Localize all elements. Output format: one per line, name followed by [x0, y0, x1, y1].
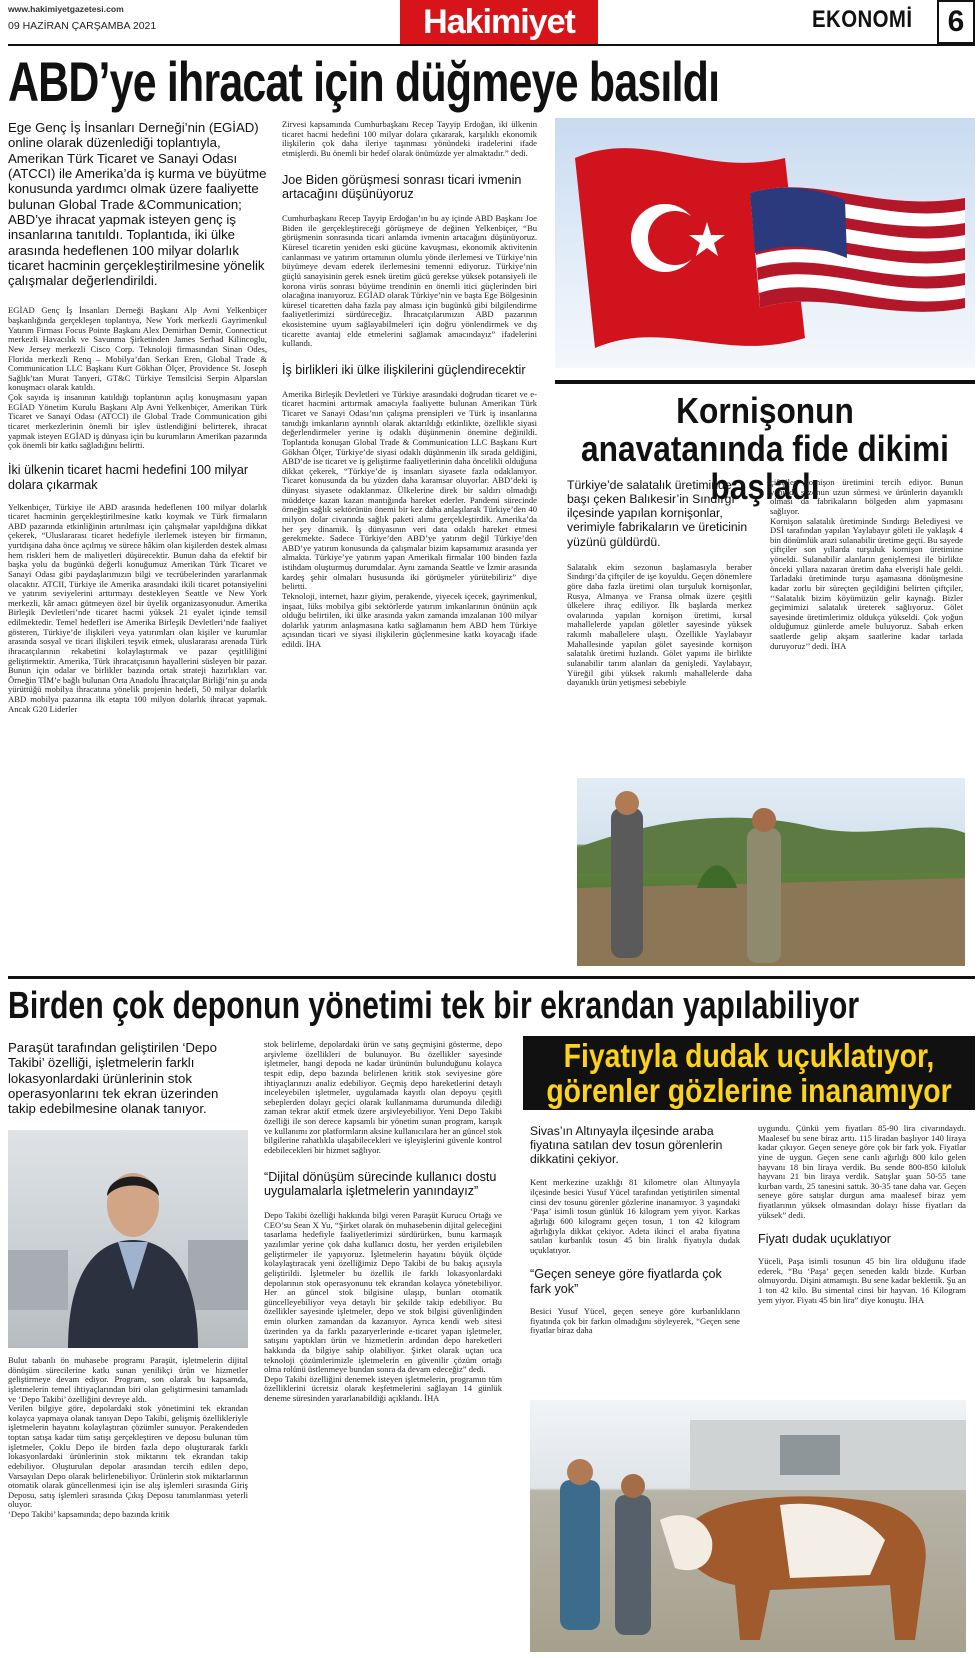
article1-headline: ABD’ye ihracat için düğmeye basıldı — [8, 50, 720, 113]
article2-para: Kornişon salatalık üretiminde Sındırgı Belediyesi ve DSİ tarafından yapılan Yaylabayır göleti ile yaklaşık 4 bin dönümlük arazi sulanabilir üretime geçti. Bu sayede çiftçiler son yıllarda turşuluk kornişon üretimine yöneldi. Sulanabilir alanların genişlemesi ile birlikte önceki yıllara nazaran üretim daha elverişli hale geldi. Tarladaki üretiminde turşu aşamasına dönüşmesine kadar zorlu bir süreçten geçildiğini belirten çiftçiler, ‘‘Salatalık bizim köyümüzün gelir kaynağı. Bizler geçimimizi salatalık üreterek sağlıyoruz. Gölet sayesinde üretimlerimiz oldukça yükseldi. Çok yoğun olduğumuz günlerde amele buluyoruz. Sabah erken saatlerde gelip akşam saatlerine kadar tarlada duruyoruz’’ dedi. İHA — [770, 515, 963, 651]
article3-lead: Paraşüt tarafından geliştirilen ‘Depo Takibi’ özelliği, işletmelerin farklı lokasyonlardaki ürünlerinin stok operasyonlarını tek ekran üzerinden takip edebilmesine olanak tanıyor. — [8, 1040, 219, 1117]
issue-date: 09 HAZİRAN ÇARŞAMBA 2021 — [8, 20, 157, 32]
article1-para: Zirvesi kapsamında Cumhurbaşkanı Recep Tayyip Erdoğan, iki ülkenin ticaret hacmi hedefini 100 milyar dolara çıkararak, karşılıklı ekonomik ilişkilerin çok daha ileriye taşınması yönündeki iradelerini ifade etmişlerdi. Bu önemli bir hedef olarak önümüzde yer almaktadır.” dedi. — [282, 120, 537, 158]
article1-para: EGİAD Genç İş İnsanları Derneği Başkanı Alp Avni Yelkenbiçer başkanlığında gerçekleşen toplantıya, New York merkezli Gayrimenkul Yatırım Firması Focus Pointe Başkanı Alex Demirhan Demir, Connecticut merkezli Havacılık ve Savunma Şirketinden James Serhad Kilincoglu, New Jersey merkezli Cisco Corp. Teknoloji firmasından Sinan Odes, Florida merkezli Renq – Mobilya’dan Serkan Eren, Global Trade & Communication LLC Başkanı Kurt Gökhan Ölçer, Providence St. Joseph Sağlık’tan Murat Tanyeri, GT&C Türkiye Temsilcisi Serpin Alparslan konuşmacı olarak katıldı. — [8, 305, 267, 393]
farmers-field-photo — [577, 778, 965, 966]
article1-para: Çok sayıda iş insanının katıldığı toplantının açılış konuşmasını yapan EGİAD Yönetim Kurulu Başkanı Alp Avni Yelkenbiçer, Amerikan Türk Ticaret ve Sanayi Odası (ATCCI) ile Global Trade Communication gibi ticaret merkezlerinin önemli bir işlev üstlendiğini belirterek, ihracat yapmak isteyen EGİAD iş dünyası için bu kurumların Amerikan pazarında çok önemli bir katkı sağladığını belirtti. — [8, 392, 267, 451]
article1-para: Amerika Birleşik Devletleri ve Türkiye arasındaki doğrudan ticaret ve e-ticaret hacmini arttırmak amacıyla faaliyette bulunan Amerikan Türk Ticaret ve Sanayi Odası’nın çalışma prensipleri ve Türk iş insanlarına tanıdığı imkanların aynntılı olarak aktarıldığı etkinlikte, özellikle siyasi değerlendirmeler yerine iş odaklı düşünmenin önemine değinildi. Toplantıda konuşan Global Trade & Communication LLC Başkanı Kurt Gökhan Ölçer, Türkiye’de siyasi odaklı düşünmenin ilk sırada geldiğini, ABD’de ise ticaret ve iş geliştirme faaliyetlerinin daha öncelikli olduğuna dikkat çekerek, “Türkiye’de iş insanları siyasete fazla odaklanıyor. Ticaret konusunda da bu yüzden daha karamsar oluyorlar. ABD’deki iş dünyası siyasete odaklanmaz. Ülkelerine direk bir saldırı olmadığı müddetçe kazan kazan mantığında hareket ederler. Pandemi sürecinde örneğin sağlık sektörünün önemi bir kez daha anlaşılarak Türkiye’den 40 milyon dolar civarında sağlık paketi alımı gerçekleştirdik. Amerika’da her şey dinamik. İş dünyasının veri data odaklı hareket etmesi gerekmekte. Sadece Türkiye’den ABD’ye yatırım değil Türkiye’den ABD’ye yatırım konusunda da çalışmalar bizim kapsamımız arasında yer almakta. Türkiye’ye yatırım yapan Amerikalı firmalar 100 binden fazla istihdam oluşturmuş durumdalar. Aynı zamanda Seattle ve İzmir arasında kardeş şehir olmaları hususunda iki görüşmeler yürütebiliriz” diye belirtti. — [282, 388, 537, 592]
article3-para: stok belirleme, depolardaki ürün ve satış geçmişini gösterme, depo arşivleme özellikleri de bulunuyor. Bu özellikler sayesinde işletmeler, hangi depoda ne kadar ürününün bulunduğunu kolayca tespit edip, depo bazında belirlenen kritik stok seviyesine göre ihtiyaçlarınızı analiz edebiliyor. Geçmiş depo hareketlerini detaylı inceleyebilen işletmeler, uygulamada kayıtlı olan depoyu çeşitli sebeplerden dolayı geçici olarak kullanmama durumunda dilediği zaman tekrar aktif etmek üzere arşivleyebiliyor. Yeni Depo Takibi özelliği ile son derece kapsamlı bir yönetim sunan program, karışık ve kullanımı zor platformların aksine kullanıcılara her an güncel stok bilgilerine rahatlıkla ulaşabilecekleri ve işleyişlerini güvenle kontrol edebilecekleri bir hizmet sağlıyor. — [264, 1040, 502, 1155]
masthead-logo[interactable] — [400, 0, 598, 44]
farmer-figure — [747, 828, 781, 963]
page-number: 6 — [947, 5, 965, 38]
farmer-figure — [611, 808, 643, 958]
article4-lead: Sivas’ın Altınyayla ilçesinde araba fiyatına satılan dev tosun görenlerin dikkatini çekiyor. — [530, 1124, 723, 1167]
article3-para: Depo Takibi özelliğini denemek isteyen işletmelerin, programın tüm özelliklerini ücretsiz olarak keşfetmelerini sağlayan 14 günlük deneme süresinden yararlanabildiği açıklandı. İHA — [264, 1373, 502, 1404]
section-rule — [8, 976, 975, 979]
article2-col2 — [770, 478, 963, 798]
site-url[interactable]: www.hakimiyetgazetesi.com — [8, 4, 124, 14]
article1-para: Cumhurbaşkanı Recep Tayyip Erdoğan’ın bu ay içinde ABD Başkanı Joe Biden ile gerçekleştireceği görüşmeye de değinen Yelkenbiçer, “Bu görüşmenin sonrasında ticari anlamda ivmenin artacağını düşünüyoruz. Küresel ticaretin yeniden eski gücüne kavuşması, ekonomik aktivitenin canlanması ve yatırım ortamının olumlu yönde ilerlemesi ve Türkiye’nin büyümeye devam ederek ilerlemesini temenni ediyoruz. Türkiye’nin güçlü sanayisinin gerek esnek üretim gücü gerekse yüksek potansiyeli ile korona virüs sonrası büyüme trendinin en önemli itici güçlerinden biri olacağına inanıyoruz. EGİAD olarak Türkiye’nin ve başta Ege Bölgesinin küresel ticaretten daha fazla pay alması için bugünkü gibi bilgilendirme faaliyetlerimizi sürdüreceğiz. İhracatçılarımızın ABD pazarının ekosistemine uyum sağlayabilmeleri için doğru yönlendirmek ve dış ticarette avantaj elde etmelerini sağlamak amacındayız” ifadelerini kullandı. — [282, 213, 537, 349]
article4-subhead: “Geçen seneye göre fiyatlarda çok fark yok” — [530, 1267, 722, 1297]
article1-col1 — [8, 120, 267, 970]
article4-col2 — [758, 1124, 966, 1394]
article1-lead: Ege Genç İş İnsanları Derneği’nin (EGİAD) online olarak düzenlediği toplantıyla, Amerikan Türk Ticaret ve Sanayi Odası (ATCCI) ile Amerika’da iş kurma ve büyütme konusunda yardımcı olmak üzere faaliyette bulunan Global Trade &Communication; ABD’ye ihracat yapmak isteyen genç iş insanlarına tanıtıldı. Toplantıda, iki ülke arasında hedeflenen 100 milyar dolarlık ticaret hacminin gerçekleştirilmesine yönelik çalışmalar değerlendirildi. — [8, 120, 267, 289]
page-number-box — [937, 0, 975, 44]
farmer-figure — [615, 1495, 651, 1635]
section-label: EKONOMİ — [812, 6, 913, 33]
logo-text: Hakimiyet — [423, 3, 575, 41]
article3-headline: Birden çok deponun yönetimi tek bir ekrandan yapılabiliyor — [8, 985, 860, 1027]
article4-headline: Fiyatıyla dudak uçuklatıyor, görenler gözlerine inanamıyor — [546, 1037, 952, 1109]
header-rule — [8, 44, 975, 46]
article1-col2 — [282, 120, 537, 970]
flags-photo — [555, 118, 975, 368]
article2-lead: Türkiye’de salatalık üretiminde başı çeken Balıkesir’in Sındırgı ilçesinde yapılan kornişonlar, verimiyle fabrikaların ve üreticinin yüzünü güldürdü. — [567, 478, 748, 549]
article2-para: Salatalık ekim sezonun başlamasıyla beraber Sındırgı’da çiftçiler de işe koyuldu. Geçen dönemlere göre daha fazla üretimi olan turşuluk kornişonlar, Rusya, Almanya ve Fransa olmak üzere çeşitli ülkelere ihraç ediliyor. İlk başlarda merkez ovalarında yapılan kornişon üretimi, kırsal mahallelerde yapılan göletler sayesinde yüksek rakımlı mahallelere ulaştı. Özellikle Yaylabayır Mahallesinde yapılan gölet sayesinde kornişon salatalık üretimi hızlandı. Gölet yapımı ile birlikte sulanabilir tarım alanları da genişledi. Yaylabayır, Yüreğil gibi yüksek rakımlı mahallelerde daha dayanıklı ürün yetişmesi sebebiyle — [567, 561, 752, 688]
article2-headline: Kornişonun anavatanında fide dikimi başladı — [581, 390, 949, 507]
article2-para: çiftçiler kornişon üretimini tercih ediyor. Bunun yanında sezonun uzun sürmesi ve ürünlerin dayanıklı olması da fabrikaların bölgeden alım yapmasını sağlıyor. — [770, 478, 963, 516]
article3-col2 — [264, 1040, 502, 1656]
article2-col1 — [567, 478, 752, 798]
article1-subhead: İki ülkenin ticaret hacmi hedefini 100 milyar dolara çıkarmak — [8, 462, 249, 492]
article1-para: Yelkenbiçer, Türkiye ile ABD arasında hedeflenen 100 milyar dolarlık ticaret hacminin gerçekleştirilmesine katkı koymak ve Türk firmaların ABD pazarında etkinliğinin artırılması için çalışmalar yapıldığına dikkat çekerek, “Uluslararası ticaret hedefiyle ilerlemek isteyen bir firmanın, yurtdışına daha önce açılmış ve sürece hâkim olan kişilerden destek alması hem riskleri hem de maliyetleri düşürecektir. Bunun daha da efektif bir başka yolu da bugünkü değerli konuğumuz Amerikan Türk Ticaret ve Sanayi Odası gibi paydaşlarımızın bilgi ve tecrübelerinden yararlanmak olacaktır. ATCII, Türkiye ile Amerika arasındaki ikili ticaret potansiyelini ve yatırım seviyelerini arttırmayı destekleyen Seattle ve New York merkezli, kâr amacı gütmeyen özel bir üyelik organizasyonudur. Amerika Birleşik Devletleri’nde ticaret hacmi yüksek 21 eyalet içinde temsil edilmektedir. Temel hedefleri ise Amerika Birleşik Devletleri’nde faaliyet gösteren, Türkiye’de ilişkileri veya yatırımları olan kişiler ve kurumlar arasında sosyal ve ticari ilişkileri teşvik etmek, uluslararası arenada Türk ihracatçılarının rekabetini kolaylaştırmak ve pazar çeşitliliğini geliştirmektir. Amerika, Türk ihracatçısının hayallerini süsleyen bir pazar. Bunun için odalar ve birlikler bazında ortak strateji hazırlıkları var. Örneğin TİM’e bağlı bulunan Orta Anadolu İhracatçılar Birliği’nin şu anda yürüttüğü mobilya ihracatına yönelik projenin hedefi, 50 milyar dolarlık ABD mobilya pazarına ilk etapta 100 milyon dolarlık ihracat yapmak. Ancak G20 Liderler — [8, 501, 267, 714]
article1-subhead: Joe Biden görüşmesi sonrası ticari ivmenin artacağını düşünüyoruz — [282, 172, 522, 202]
article3-col1b — [8, 1356, 248, 1656]
article3-subhead: “Dijital dönüşüm sürecinde kullanıcı dostu uygulamalarla işletmelerin yanındayız” — [264, 1169, 497, 1199]
article1-subhead: İş birlikleri iki ülke ilişkilerini güçlendirecektir — [282, 362, 526, 377]
article4-para: uygundu. Çünkü yem fiyatları 85-90 lira civarındaydı. Maalesef bu sene biraz arttı. 115 liradan başlıyor 140 liraya kadar çıkıyor. Geçen seneye göre çok bir fark yok. Fiyatlar yine de uygun. Geçen sene canlı ağırlığı 800 kilo gelen hayvanı 18 bin liraya verdik. Bu sende 800-850 kiloluk hayvanı 21 bin liraya verdik. Satışlar şuan 50-55 tane kurban vardı, 25 tanesini sattık. 30-35 tane daha var. Geçen seneye göre satışlar durgun ama maalesef biraz yem fiyatlarının yüksek olmasından dolayı hisse fiyatları da yüksek” dedi. — [758, 1124, 966, 1220]
article4-headline-box — [523, 1036, 975, 1110]
article4-subhead: Fiyatı dudak uçuklatıyor — [758, 1232, 891, 1247]
farmer-figure — [560, 1480, 600, 1630]
article3-para: ‘Depo Takibi’ kapsamında; depo bazında kritik — [8, 1509, 170, 1519]
article1-para: Teknoloji, internet, hazır giyim, perakende, yiyecek içecek, gayrimenkul, inşaat, lüks mobilya gibi sektörlerde yatırım imkanlarının önünün açık olduğu belirtilen, iki ülke arasında yakın zamanda imzalanan 100 milyar dolarlık yatırım anlaşmasına katkı sağlamanın hem ABD hem Türkiye açısından ticari ve siyasi ilişkilerin güçlenmesine katkı koyacağı ifade edildi. İHA — [282, 590, 537, 650]
article4-col1 — [530, 1124, 740, 1394]
article4-para: Kent merkezine uzaklığı 81 kilometre olan Altınyayla ilçesinde besici Yusuf Yücel tarafından yetiştirilen simental cinsi dev tosunu görenler gözlerine inanamıyor. 3 yaşındaki ‘Paşa’ isimli tosun günlük 16 kilogram yem yiyor. Karkas ağırlığı 600 kilogramı geçen tosun, 1 ton 42 kilogram ağırlığıyla dikkat çekiyor. Adeta ikinci el araba fiyatına satılan kurbanlık tosun 45 bin liralık fiyatıyla dudak uçuklatıyor. — [530, 1177, 740, 1255]
ceo-portrait-photo — [8, 1130, 248, 1348]
article3-para: Verilen bilgiye göre, depolardaki stok yönetimini tek ekrandan kolayca yapmaya olanak tanıyan Depo Takibi, gelişmiş özellikleriyle işletmelerin hayatını kolaylaştıran çözümler sunuyor. Perakendeden toptan satışa kadar tüm satışı gerçekleştiren ve deposu bulunan tüm işletmeler, Çoklu Depo ile birden fazla depo oluşturarak farklı lokasyonlardaki ürünlerinin stok miktarını tek ekrandan takip edebiliyor. Oluşturulan depolar arasından tercih edilen depo, Varsayılan Depo olarak belirlenebiliyor. Ürünlerin stok miktarlarının otomatik olarak güncellenmesi için ise alış işlemleri sırasında Giriş Deposu, satış işlemleri sırasında Çıkış Deposu tanımlanması yeterli oluyor. — [8, 1403, 248, 1510]
bull-photo — [530, 1400, 966, 1652]
article3-para: Depo Takibi özelliği hakkında bilgi veren Paraşüt Kurucu Ortağı ve CEO’su Sean X Yu, “Şirket olarak ön muhasebenin dijital geleceğini tasarlama hedefiyle faaliyetlerimizi sürdürürken, bunu karmaşık yazılımlar yerine çok daha kullanıcı dostu, her yerden erişilebilen geliştirmeler ile yapıyoruz. İşletmelerin hayatını büyük ölçüde kolaylaştıracak yeni özelliğimiz Depo Takibi de bu bakış açısıyla geliştirildi. İşletmeler bu özellik ile farklı lokasyonlardaki depolarının stok operasyonunu tek ekrandan kolayca yönetebiliyor. Her an güncel stok bilgisine ulaşıp, bunları otomatik güncelleyebiliyor veya detaylı bir şekilde takip edebiliyor. Bu özellikler sayesinde işletmeler, depo ve stok bilgisi güvenliğinden emin olurken zamandan da kazanıyor. Ayrıca kendi web sitesi üzerinden ya da farklı pazaryerlerinde e-ticaret yapan işletmeler, satışını yaptıkları ürün ve hizmetlerin ardından depo hareketleri hakkında da bilgiye sahip olabiliyor. Şirket olarak uçtan uca teknoloji çözümlerimizle işletmelerin en güvenilir çözüm ortağı olma rolünü üstlenmeye bundan sonra da devam edeceğiz” dedi. — [264, 1210, 502, 1375]
article4-para: Yüceli, Paşa isimli tosunun 45 bin lira olduğunu ifade ederek, “Bu ‘Paşa’ geçen seneden kaldı bizde. Kurban olmuyordu. Dişini atmamıştı. Bu sene kadar beklettik. Şu an 1 ton 42 kilo. Bu simental cinsi bir hayvan. 16 Kilogram yem yiyor. Fiyatı 45 bin lira” diye konuştu. İHA — [758, 1256, 966, 1305]
article3-para: Bulut tabanlı ön muhasebe programı Paraşüt, işletmelerin dijital dönüşüm sürecilerine katkı sunan yenilikçi ürün ve hizmetler geliştirmeye devam ediyor. Program, son olarak bu kapsamda, işletmelerin temel ihtiyaçlarından biri olan geliştirmesini tamamladı ve ‘Depo Takibi’ özelliğini devreye aldı. — [8, 1356, 248, 1404]
article4-para: Besici Yusuf Yücel, geçen seneye göre kurbanlıkların fiyatında çok bir farkın olmadığını söyleyerek, “Geçen sene fiyatlar biraz daha — [530, 1306, 740, 1336]
